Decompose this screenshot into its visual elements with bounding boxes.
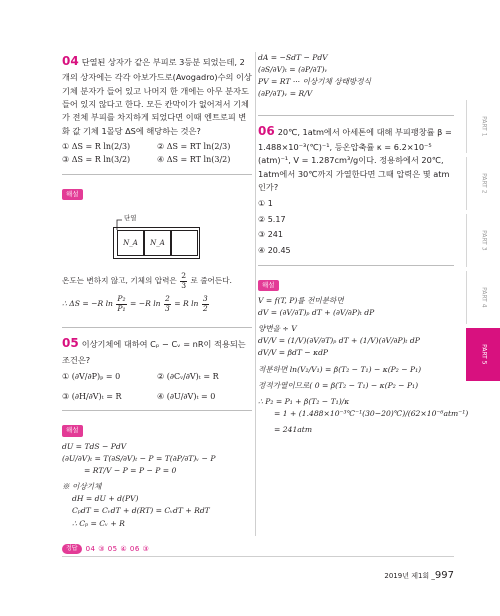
solution-badge: 해설 xyxy=(62,425,83,436)
sol-line: 양변을 ÷ V xyxy=(258,324,297,334)
tab-part-2[interactable]: PART 2 xyxy=(466,157,500,210)
page-number: 997 xyxy=(434,570,454,581)
option-2[interactable]: ② ΔS = RT ln(2/3) xyxy=(157,141,231,151)
option-3[interactable]: ③ ΔS = R ln(3/2) xyxy=(62,155,131,165)
option-1[interactable]: ① 1 xyxy=(258,199,273,209)
question-text: 이상기체에 대하여 Cₚ − Cᵥ = nR이 적용되는 조건은? xyxy=(62,339,246,365)
answer-badge: 정답 xyxy=(62,544,82,555)
question-number: 04 xyxy=(62,54,79,68)
page-footer xyxy=(384,569,454,584)
question-text: 단열된 상자가 같은 부피로 3등분 되었는데, 2개의 상자에는 각각 아보가드로(Avogadro)수의 이상기체 분자가 들어 있고 나머지 한 개에는 아무 분자도 들어 있지 않다고 한다. 모든 칸막이가 없어져서 기체가 전체 부피를 차지하게 되었다면 이때 엔트로피 변화 값 기체 1몰당 ΔS에 해당하는 것은? xyxy=(62,57,252,136)
tab-part-1[interactable]: PART 1 xyxy=(466,100,500,153)
answer-text: 04 ③ 05 ④ 06 ③ xyxy=(85,544,150,553)
sol-line: = 241atm xyxy=(274,425,313,435)
insulation-label: 단열 xyxy=(124,214,137,223)
sol-line: ∴ Cₚ = Cᵥ + R xyxy=(72,518,125,528)
sol-line: = RT/V − P = P − P = 0 xyxy=(84,465,177,475)
divider xyxy=(62,410,252,411)
solution-06 xyxy=(258,295,469,436)
tab-part-3[interactable]: PART 3 xyxy=(466,214,500,267)
sol-line: dV/V = βdT − κdP xyxy=(258,348,329,358)
part-tabs xyxy=(466,100,500,385)
sol-eq-mid2: = R ln xyxy=(174,299,199,309)
sol-line: dA = −SdT − PdV xyxy=(258,53,328,62)
question-04 xyxy=(62,52,252,138)
option-4[interactable]: ④ ΔS = RT ln(3/2) xyxy=(157,155,231,165)
solution-badge: 해설 xyxy=(62,189,83,200)
divider xyxy=(62,174,252,175)
fraction-2-3: $\frac{2}{3}$ xyxy=(164,293,170,313)
sol-line: ※ 이상기체 xyxy=(62,482,102,492)
sol-line: (∂U/∂V)ₜ = T(∂S/∂V)ₜ − P = T(∂P/∂T)ᵥ − P xyxy=(62,453,216,463)
column-divider xyxy=(255,52,256,536)
fraction-3-2: $\frac{3}{2}$ xyxy=(202,293,208,313)
sol-line: 정적가열이므로( 0 = β(T₂ − T₁) − κ(P₂ − P₁) xyxy=(258,380,419,390)
question-number: 06 xyxy=(258,123,275,138)
option-3[interactable]: ③ 241 xyxy=(258,230,283,240)
pressure-ratio: $\frac{\text{P₂}}{\text{P₁}}$ xyxy=(117,293,126,313)
sol-line: 적분하면 ln(V₂/V₁) = β(T₂ − T₁) − κ(P₂ − P₁) xyxy=(258,364,422,374)
footer-separator: _ xyxy=(431,572,435,580)
sol-line: (∂S/∂V)ₜ = (∂P/∂T)ᵥ xyxy=(258,65,328,75)
answer-bar xyxy=(62,543,454,555)
right-column xyxy=(258,52,469,436)
tab-part-4[interactable]: PART 4 xyxy=(466,271,500,324)
question-05 xyxy=(62,334,252,367)
solution-05 xyxy=(62,441,252,530)
exam-session: 2019년 제1회 xyxy=(384,572,430,580)
box-2: N_A xyxy=(144,230,171,256)
sol-text: 온도는 변하지 않고, 기체의 압력은 xyxy=(62,276,177,286)
sol-line: dU = TdS − PdV xyxy=(62,441,127,451)
sol-line: dV/V = (1/V)(∂V/∂T)ₚ dT + (1/V)(∂V/∂P)ₜ dP xyxy=(258,336,420,346)
sol-line: dV = (∂V/∂T)ₚ dT + (∂V/∂P)ₜ dP xyxy=(258,308,375,318)
option-2[interactable]: ② 5.17 xyxy=(258,214,286,224)
sol-eq-start: ∴ ΔS = −R ln xyxy=(62,299,113,309)
fraction: $\frac{2}{3}$ xyxy=(181,271,187,291)
sol-line: dH = dU + d(PV) xyxy=(72,494,139,504)
options-04 xyxy=(62,141,252,166)
solution-badge: 해설 xyxy=(258,280,279,291)
divider xyxy=(62,327,252,328)
option-4[interactable]: ④ 20.45 xyxy=(258,245,291,255)
question-06 xyxy=(258,122,454,195)
box-diagram xyxy=(62,208,252,266)
option-1[interactable]: ① ΔS = R ln(2/3) xyxy=(62,141,131,151)
box-3 xyxy=(171,230,198,256)
sol-line: V = f(T, P)를 전미분하면 xyxy=(258,295,344,305)
options-06 xyxy=(258,198,454,256)
sol-line: = 1 + (1.488×10⁻³℃⁻¹(30−20)℃)/(62×10⁻⁶atm⁻¹) xyxy=(274,409,469,419)
sol-line: CₚdT = CᵥdT + d(RT) = CᵥdT + RdT xyxy=(72,506,210,516)
solution-04 xyxy=(62,272,252,313)
tab-part-5[interactable]: PART 5 xyxy=(466,328,500,381)
options-05 xyxy=(62,371,252,402)
option-2[interactable]: ② (∂Cᵥ/∂V)ₜ = R xyxy=(157,372,219,382)
sol-line: PV = RT ··· 이상기체 상태방정식 xyxy=(258,77,371,87)
sol-line: ∴ P₂ = P₁ + β(T₂ − T₁)/κ xyxy=(258,396,350,406)
option-4[interactable]: ④ (∂U/∂V)ₜ = 0 xyxy=(157,391,216,401)
option-1[interactable]: ① (∂V/∂P)ₚ = 0 xyxy=(62,372,121,382)
left-column xyxy=(62,52,252,530)
bottom-rule xyxy=(62,556,454,557)
question-text: 20℃, 1atm에서 아세톤에 대해 부피팽창률 β = 1.488×10⁻³(℃)⁻¹, 등온압축률 κ = 6.2×10⁻⁵ (atm)⁻¹, V = 1.287cm³/g이다. 정용하에서 20℃, 1atm에서 30℃까지 가열한다면 그때 압력은 몇 atm인가? xyxy=(258,126,452,192)
sol-eq-mid: = −R ln xyxy=(129,299,161,309)
sol-text-end: 로 줄어든다. xyxy=(190,276,232,286)
box-1: N_A xyxy=(117,230,144,256)
divider xyxy=(258,265,454,266)
option-3[interactable]: ③ (∂H/∂V)ₜ = R xyxy=(62,391,122,401)
question-number: 05 xyxy=(62,336,79,351)
sol-line: (∂P/∂T)ᵥ = R/V xyxy=(258,89,313,99)
divider xyxy=(258,115,454,116)
solution-05-continued xyxy=(258,52,454,101)
